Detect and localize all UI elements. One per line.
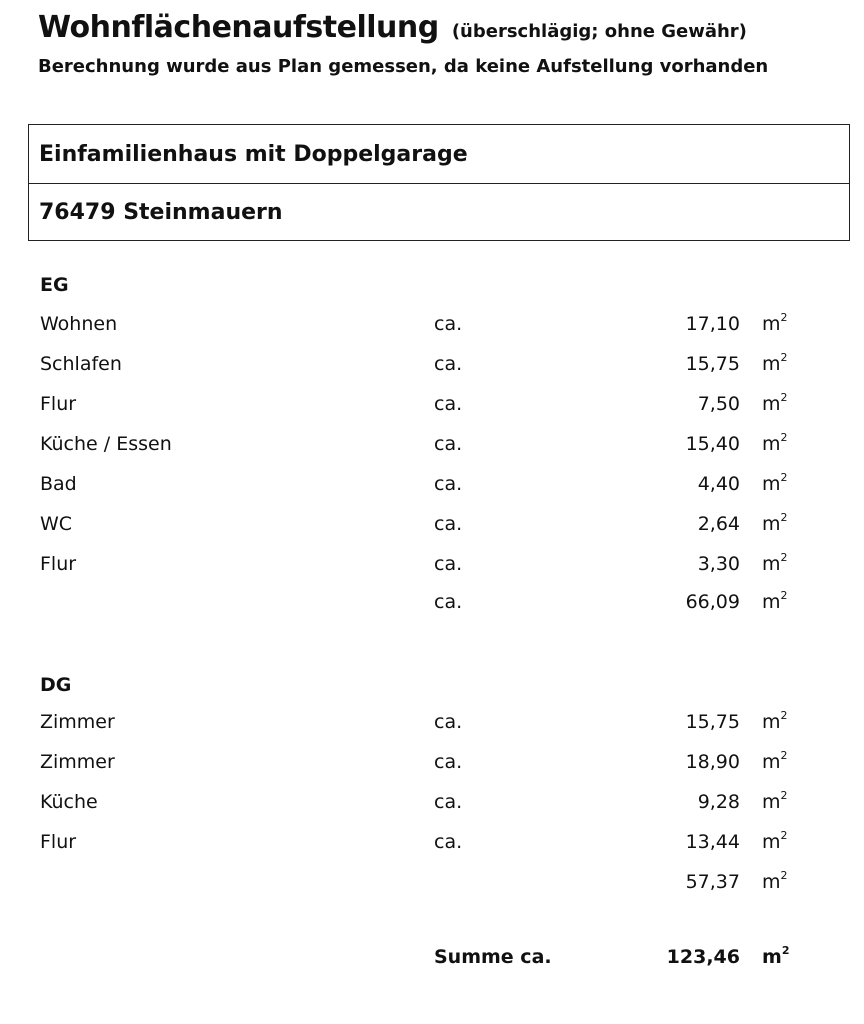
approx-label: ca. xyxy=(434,591,463,613)
subtotal-row-dg xyxy=(0,871,864,901)
room-name: Wohnen xyxy=(40,313,118,335)
document-subtitle: Berechnung wurde aus Plan gemessen, da keine Aufstellung vorhanden xyxy=(38,56,769,77)
room-name: WC xyxy=(40,513,73,535)
subtotal-row-eg xyxy=(0,591,864,621)
area-unit: $m^2$ xyxy=(762,311,788,335)
area-value: 3,30 xyxy=(697,553,740,575)
table-row xyxy=(0,473,864,503)
area-unit: $m^2$ xyxy=(762,829,788,853)
area-value: 13,44 xyxy=(685,831,740,853)
room-name: Zimmer xyxy=(40,751,115,773)
table-row xyxy=(0,353,864,383)
area-unit: $m^2$ xyxy=(762,391,788,415)
area-value: 15,40 xyxy=(685,433,740,455)
approx-label: ca. xyxy=(434,433,463,455)
property-location: 76479 Steinmauern xyxy=(29,183,849,241)
area-value: 9,28 xyxy=(697,791,740,813)
table-row xyxy=(0,513,864,543)
approx-label: ca. xyxy=(434,313,463,335)
approx-label: ca. xyxy=(434,751,463,773)
table-row xyxy=(0,553,864,583)
table-row xyxy=(0,433,864,463)
room-name: Flur xyxy=(40,831,77,853)
area-unit: $m^2$ xyxy=(762,589,788,613)
room-name: Zimmer xyxy=(40,711,115,733)
area-unit: $m^2$ xyxy=(762,511,788,535)
table-row xyxy=(0,831,864,861)
area-value: 17,10 xyxy=(685,313,740,335)
approx-label: ca. xyxy=(434,353,463,375)
room-name: Küche / Essen xyxy=(40,433,172,455)
total-value: 123,46 xyxy=(666,946,740,968)
area-unit: $m^2$ xyxy=(762,431,788,455)
area-value: 7,50 xyxy=(697,393,740,415)
total-row xyxy=(0,946,864,976)
approx-label: ca. xyxy=(434,791,463,813)
approx-label: ca. xyxy=(434,553,463,575)
approx-label: ca. xyxy=(434,513,463,535)
approx-label: ca. xyxy=(434,711,463,733)
table-row xyxy=(0,711,864,741)
area-unit: $m^2$ xyxy=(762,709,788,733)
room-name: Flur xyxy=(40,553,77,575)
section-title-dg: DG xyxy=(40,674,72,696)
room-name: Schlafen xyxy=(40,353,122,375)
table-row xyxy=(0,313,864,343)
area-unit: $m^2$ xyxy=(762,869,788,893)
subtotal-value: 66,09 xyxy=(685,591,740,613)
total-label: Summe ca. xyxy=(434,946,552,968)
section-title-eg: EG xyxy=(40,274,69,296)
approx-label: ca. xyxy=(434,473,463,495)
area-value: 15,75 xyxy=(685,353,740,375)
area-value: 18,90 xyxy=(685,751,740,773)
area-unit: $m^2$ xyxy=(762,749,788,773)
approx-label: ca. xyxy=(434,393,463,415)
area-unit: $m^2$ xyxy=(762,351,788,375)
table-row xyxy=(0,751,864,781)
room-name: Bad xyxy=(40,473,77,495)
area-unit: $m^2$ xyxy=(762,944,790,968)
area-value: 15,75 xyxy=(685,711,740,733)
document-title xyxy=(38,10,747,45)
room-name: Küche xyxy=(40,791,98,813)
subtotal-value: 57,37 xyxy=(685,871,740,893)
table-row xyxy=(0,791,864,821)
title-note: (überschlägig; ohne Gewähr) xyxy=(451,21,747,42)
room-name: Flur xyxy=(40,393,77,415)
property-box xyxy=(28,124,850,241)
approx-label: ca. xyxy=(434,831,463,853)
area-value: 4,40 xyxy=(697,473,740,495)
area-value: 2,64 xyxy=(697,513,740,535)
area-unit: $m^2$ xyxy=(762,789,788,813)
area-unit: $m^2$ xyxy=(762,471,788,495)
property-name: Einfamilienhaus mit Doppelgarage xyxy=(39,141,468,167)
title-main: Wohnflächenaufstellung xyxy=(38,10,439,45)
table-row xyxy=(0,393,864,423)
area-unit: $m^2$ xyxy=(762,551,788,575)
